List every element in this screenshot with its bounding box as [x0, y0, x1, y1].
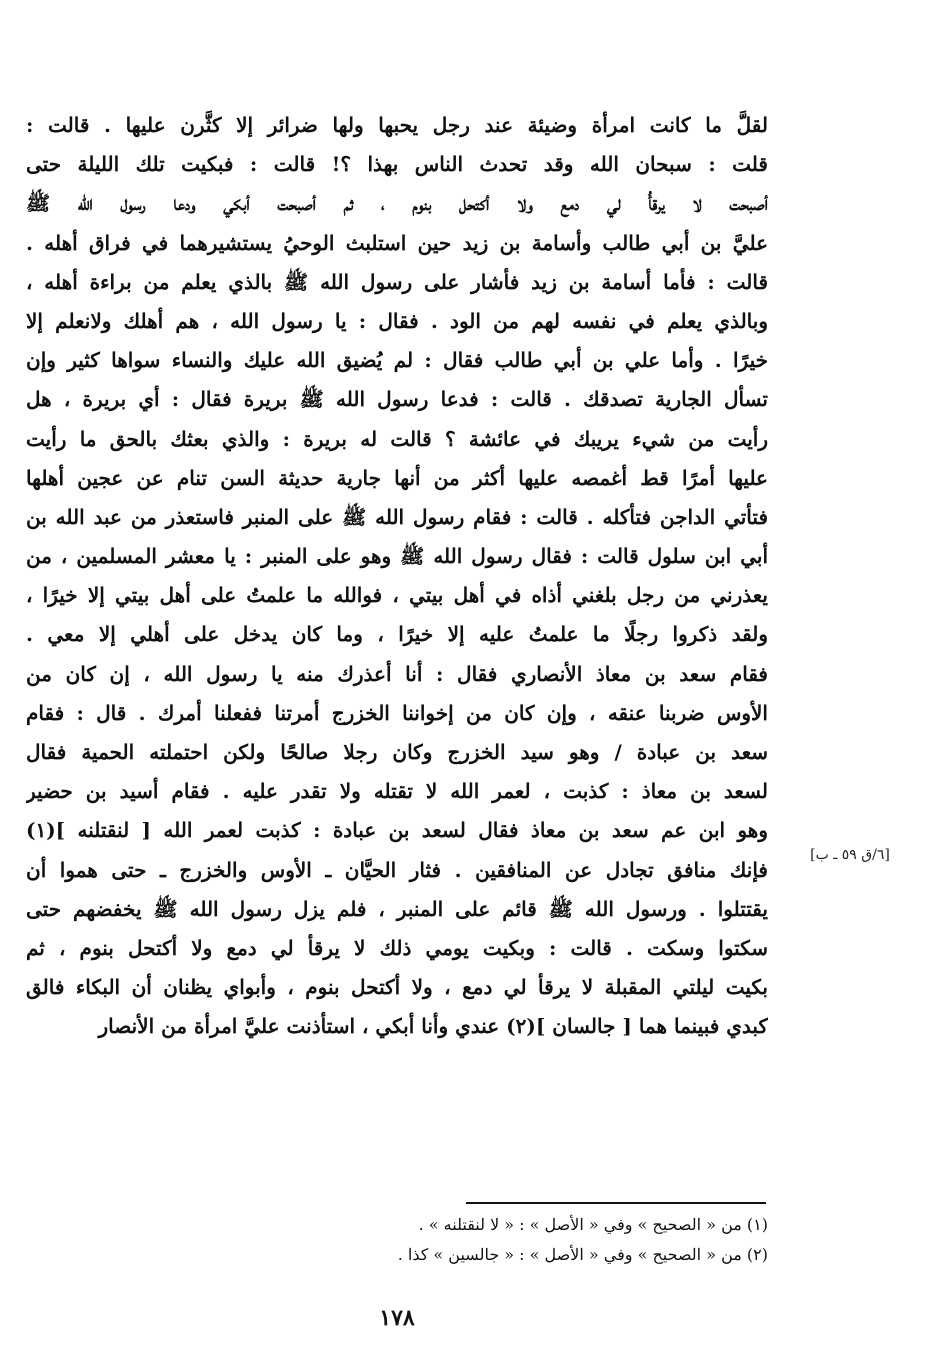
text-line: قالت : فأما أسامة بن زيد فأشار على رسول الله ﷺ بالذي يعلم من براءة أهله ،: [26, 269, 768, 294]
text-line: سعد بن عبادة / وهو سيد الخزرج وكان رجلا صالحًا ولكن احتملته الحمية فقال: [26, 740, 768, 764]
text-line: رأيت من شيء يريبك في عائشة ؟ قالت له بريرة : والذي بعثك بالحق ما رأيت: [26, 426, 768, 451]
footnote-divider: [466, 1202, 766, 1204]
text-line: تسأل الجارية تصدقك . قالت : فدعا رسول الله ﷺ بريرة فقال : أي بريرة ، هل: [26, 387, 768, 412]
text-line: وبالذي يعلم في نفسه لهم من الود . فقال : يا رسول الله ، هم أهلك ولانعلم إلا: [26, 308, 768, 333]
text-line: خيرًا . وأما علي بن أبي طالب فقال : لم يُضيق الله عليك والنساء سواها كثير وإن: [26, 348, 768, 373]
text-line: الأوس ضربنا عنقه ، وإن كان من إخواننا الخزرج أمرتنا ففعلنا أمرك . قال : فقام: [26, 700, 768, 725]
main-text-body: [26, 106, 768, 1047]
text-line: يعذرني من رجل بلغني أذاه في أهل بيتي ، فوالله ما علمتُ على أهل بيتي إلا خيرًا ،: [26, 583, 768, 608]
text-line: أبي ابن سلول قالت : فقال رسول الله ﷺ وهو على المنبر : يا معشر المسلمين ، من: [26, 544, 768, 569]
footnotes: [200, 1210, 768, 1270]
text-line: لقلَّ ما كانت امرأة وضيئة عند رجل يحبها ولها ضرائر إلا كثَّرن عليها . قالت :: [26, 113, 768, 137]
text-line: ولقد ذكروا رجلًا ما علمتُ عليه إلا خيرًا ، وما كان يدخل على أهلي إلا معي .: [26, 622, 768, 647]
text-line: فتأتي الداجن فتأكله . قالت : فقام رسول الله ﷺ على المنبر فاستعذر من عبد الله بن: [26, 504, 768, 529]
text-line: يقتتلوا . ورسول الله ﷺ قائم على المنبر ، فلم يزل رسول الله ﷺ يخفضهم حتى: [26, 896, 768, 921]
text-line: فقام سعد بن معاذ الأنصاري فقال : أنا أعذرك منه يا رسول الله ، إن كان من: [26, 661, 768, 686]
text-line: كبدي فبينما هما [ جالسان ](٢) عندي وأنا أبكي ، استأذنت عليَّ امرأة من الأنصار: [98, 1014, 768, 1039]
text-line: وهو ابن عم سعد بن معاذ فقال لسعد بن عبادة : كذبت لعمر الله [ لنقتلنه ](١): [26, 818, 768, 843]
text-line: قلت : سبحان الله وقد تحدث الناس بهذا ؟! قالت : فبكيت تلك الليلة حتى: [26, 152, 768, 177]
text-line: بكيت ليلتي المقبلة لا يرقأ لي دمع ، ولا أكتحل بنوم ، وأبواي يظنان أن البكاء فالق: [26, 975, 768, 1000]
footnote-1: (١) من « الصحيح » وفي « الأصل » : « لا لنقتلنه » .: [418, 1215, 768, 1234]
text-line: فإنك منافق تجادل عن المنافقين . فثار الحيَّان ـ الأوس والخزرج ـ حتى هموا أن: [26, 857, 768, 882]
page-number: ١٧٨: [379, 1305, 415, 1331]
footnote-2: (٢) من « الصحيح » وفي « الأصل » : « جالسين » كذا .: [397, 1245, 768, 1264]
text-line: عليها أمرًا قط أغمصه عليها أكثر من أنها جارية حديثة السن تنام عن عجين أهلها: [26, 465, 768, 490]
text-line: لسعد بن معاذ : كذبت ، لعمر الله لا تقتله ولا تقدر عليه . فقام أسيد بن حضير: [26, 779, 768, 804]
text-line: سكتوا وسكت . قالت : وبكيت يومي ذلك لا يرقأ لي دمع ولا أكتحل بنوم ، ثم: [26, 935, 768, 960]
text-line: أصبحت لا يرقأُ لي دمع ولا أكتحل بنوم ، ثم أصبحت أبكي ودعا رسول الله ﷺ: [26, 191, 768, 216]
text-line: عليَّ بن أبي طالب وأسامة بن زيد حين استلبث الوحيُ يستشيرهما في فراق أهله .: [26, 230, 768, 255]
manuscript-folio-reference: [٦/ق ٥٩ ـ ب]: [810, 847, 890, 863]
